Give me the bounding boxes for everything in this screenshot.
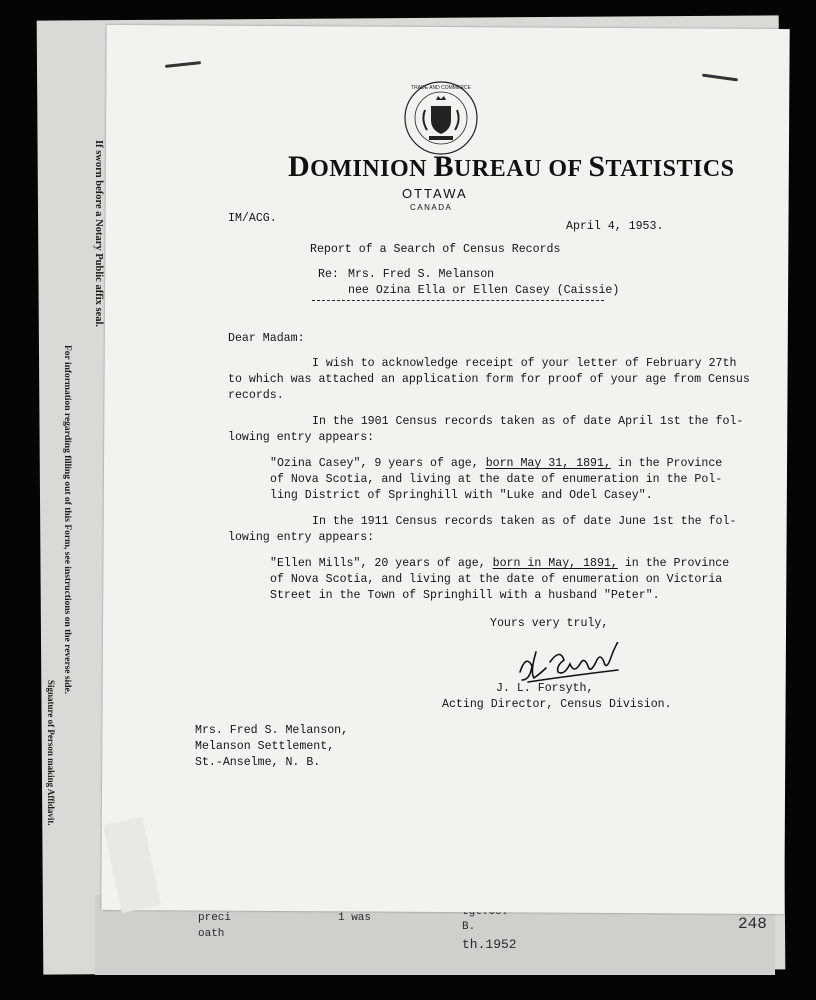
report-title: Report of a Search of Census Records [310,243,561,256]
census-entry-1911: "Ellen Mills", 20 years of age, born in May, 1891, in the Province [270,557,730,570]
census-entry-1911-line: Street in the Town of Springhill with a husband "Peter". [270,589,660,602]
department-seal-emblem [403,80,479,156]
form-fragment: oath [198,928,225,940]
re-line-1: Mrs. Fred S. Melanson [348,268,495,281]
closing: Yours very truly, [490,617,609,630]
census-entry-1911-line: of Nova Scotia, and living at the date of enumeration on Victoria [270,573,723,586]
recipient-address-line: Mrs. Fred S. Melanson, [195,724,349,737]
recipient-address-line: Melanson Settlement, [195,740,335,753]
svg-text:TRADE AND COMMERCE: TRADE AND COMMERCE [411,85,471,91]
paragraph-2-line: lowing entry appears: [228,431,375,444]
census-entry-1901-line: ling District of Springhill with "Luke and Odel Casey". [270,489,653,502]
bureau-title: DOMINION BUREAU OF STATISTICS [288,150,735,183]
reference-code: IM/ACG. [228,212,277,225]
paragraph-1-line: I wish to acknowledge receipt of your letter of February 27th [312,357,737,370]
form-fragment: 248 [738,915,767,933]
notary-seal-note: If sworn before a Notary Public affix seal. [93,140,104,328]
letter-date: April 4, 1953. [566,220,664,233]
paragraph-3-line: In the 1911 Census records taken as of date June 1st the fol- [312,515,737,528]
paragraph-1-line: records. [228,389,284,402]
bureau-country: CANADA [410,203,453,212]
re-divider [312,300,604,301]
form-fragment: B. [462,921,476,933]
bureau-city: OTTAWA [402,186,468,201]
re-label: Re: [318,268,339,281]
signer-title: Acting Director, Census Division. [442,698,672,711]
census-entry-1901-line: of Nova Scotia, and living at the date of enumeration in the Pol- [270,473,723,486]
re-line-2: nee Ozina Ella or Ellen Casey (Caissie) [348,284,620,297]
recipient-address-line: St.-Anselme, N. B. [195,756,321,769]
form-instructions-note: For information regarding filling out of this Form, see instructions on the reverse side. [62,345,72,695]
form-fragment: th.1952 [462,937,517,952]
paragraph-1-line: to which was attached an application form for proof of your age from Census [228,373,750,386]
form-fragment: preci [198,912,232,924]
census-entry-1901: "Ozina Casey", 9 years of age, born May 31, 1891, in the Province [270,457,723,470]
paragraph-3-line: lowing entry appears: [228,531,375,544]
paragraph-2-line: In the 1901 Census records taken as of date April 1st the fol- [312,415,744,428]
form-fragment: 1 was [338,912,372,924]
affidavit-signature-label: Signature of Person making Affidavit. [46,680,56,826]
signer-name: J. L. Forsyth, [496,682,594,695]
salutation: Dear Madam: [228,332,305,345]
